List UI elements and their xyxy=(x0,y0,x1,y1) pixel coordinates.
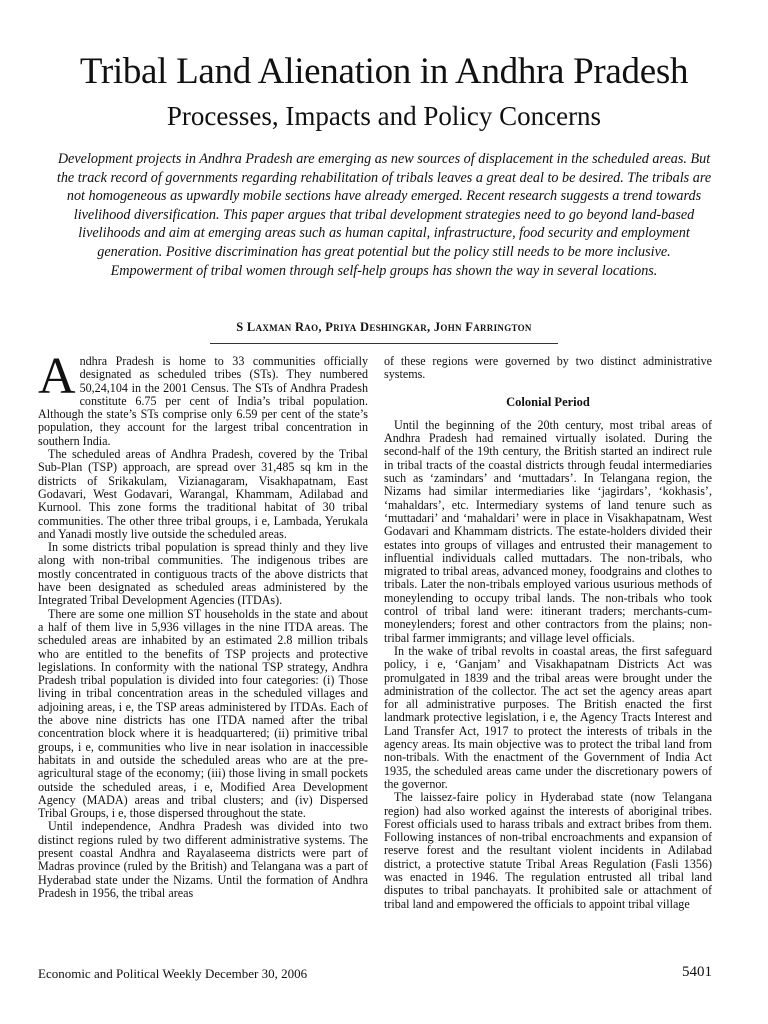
body-paragraph: There are some one million ST households in the state and about a half of them live in 5,936 villages in the nine ITDA areas. The scheduled areas are inhabited by an estimated 2.8 million tribals who are entitled to the benefits of TSP projects and protective legislations. In conformity with the national TSP strategy, Andhra Pradesh tribal population is divided into four categories: (i) Those living in tribal concentration areas in the scheduled villages and adjoining areas, i e, the TSP areas administered by ITDAs. Each of the above nine districts has one ITDA named after the tribal concentration block where it is headquartered; (ii) primitive tribal groups, i e, communities who live in near isolation in inaccessible habitats in and outside the scheduled areas who are at the pre-agricultural stage of the economy; (iii) those living in small pockets outside the scheduled areas, i e, Modified Area Development Agency (MADA) areas and tribal clusters; and (iv) Dispersed Tribal Groups, i e, those dispersed throughout the state. xyxy=(38,606,368,821)
body-paragraph: Until the beginning of the 20th century, most tribal areas of Andhra Pradesh had remained virtually isolated. During the second-half of the 19th century, the British started an indirect rule in tribal tracts of the coastal districts through feudal intermediaries such as ‘zamindars’ and ‘muttadars’. In Telangana region, the Nizams had similar intermediaries like ‘jagirdars’, ‘kokhasis’, ‘mahaldars’, etc. Intermediary systems of land tenure such as ‘muttadari’ and ‘mahaldari’ were in place in Visakhapatnam, West Godavari and Khammam districts. The estate-holders divided their estates into groups of villages and entrusted their management to influential individuals called muttadars. The non-tribals, who migrated to tribal areas, advanced money, foodgrains and clothes to tribals. Later the non-tribals employed various usurious methods of moneylending to occupy tribal lands. The non-tribals who took control of tribal land were: itinerant traders; merchants-cum-moneylenders; forest and other contractors from the plains; non-tribal farmer immigrants; and village level officials. xyxy=(384,417,712,645)
drop-cap: A xyxy=(38,348,76,405)
body-paragraph xyxy=(38,348,368,448)
body-paragraph: of these regions were governed by two distinct administrative systems. xyxy=(384,354,712,382)
paragraph-text: ndhra Pradesh is home to 33 communities officially designated as scheduled tribes (STs). They numbered 50,24,104 in the 2001 Census. The STs of Andhra Pradesh constitute 6.75 per cent of India’s tribal population. Although the state’s STs comprise only 6.59 per cent of the state’s population, they account for the largest tribal concentration in southern India. xyxy=(38,354,368,448)
body-paragraph: In the wake of tribal revolts in coastal areas, the first safeguard policy, i e, ‘Ganjam’ and Visakhapatnam Districts Act was promulgated in 1839 and the tribal areas were brought under the administration of the collector. The act set the agency areas apart for all administrative purposes. The British enacted the first landmark protective legislation, i e, the Agency Tracts Interest and Land Transfer Act, 1917 to protect the interests of tribals in the agency areas. Its main objective was to protect the tribal land from non-tribals. With the enactment of the Government of India Act 1935, the scheduled areas came under the discretionary powers of the governor. xyxy=(384,643,712,791)
body-paragraph: The scheduled areas of Andhra Pradesh, covered by the Tribal Sub-Plan (TSP) approach, are spread over 31,485 sq km in the districts of Srikakulam, Vizianagaram, Visakhapatnam, East Godavari, West Godavari, Warangal, Khammam, Adilabad and Kurnool. This zone forms the traditional habitat of 30 tribal communities. The other three tribal groups, i e, Lambada, Yerukala and Yanadi mostly live outside the scheduled areas. xyxy=(38,447,368,541)
article-subtitle: Processes, Impacts and Policy Concerns xyxy=(166,101,602,131)
body-paragraph: Until independence, Andhra Pradesh was divided into two distinct regions ruled by two different administrative systems. The present coastal Andhra and Rayalaseema districts were part of Madras province (ruled by the British) and Telangana was a part of Hyderabad state under the Nizams. Until the formation of Andhra Pradesh in 1956, the tribal areas xyxy=(38,819,368,900)
page-number: 5401 xyxy=(682,964,712,980)
body-paragraph: The laissez-faire policy in Hyderabad state (now Telangana region) had also worked against the interests of aboriginal tribes. Forest officials used to harass tribals and extract bribes from them. Following instances of non-tribal encroachments and expansion of reserve forest and the resultant violent incidents in Adilabad district, a protective statute Tribal Areas Regulation (Fasli 1356) was enacted in 1946. The regulation entrusted all tribal land disputes to tribal panchayats. It prohibited sale or attachment of tribal land and empowered the officials to appoint tribal village xyxy=(384,790,712,911)
right-column xyxy=(384,355,712,911)
author-list: S Laxman Rao, Priya Deshingkar, John Farrington xyxy=(236,320,532,334)
left-column xyxy=(38,348,368,900)
journal-footer: Economic and Political Weekly December 30, 2006 xyxy=(38,966,308,981)
body-paragraph: In some districts tribal population is spread thinly and they live along with non-tribal communities. The indigenous tribes are mostly concentrated in contiguous tracts of the above districts that have been designated as scheduled areas administered by the Integrated Tribal Development Agencies (ITDAs). xyxy=(38,540,368,608)
section-heading: Colonial Period xyxy=(506,394,590,409)
author-divider xyxy=(210,343,558,344)
abstract: Development projects in Andhra Pradesh are emerging as new sources of displacement in the scheduled areas. But the track record of governments regarding rehabilitation of tribals leaves a great deal to be desired. The tribals are not homogeneous as upwardly mobile sections have already emerged. Recent research suggests a trend towards livelihood diversification. This paper argues that tribal development strategies need to go beyond land-based livelihoods and aim at emerging areas such as human capital, infrastructure, food security and employment generation. Positive discrimination has great potential but the policy still needs to be more inclusive. Empowerment of tribal women through self-help groups has shown the way in several locations. xyxy=(56,151,712,279)
article-title: Tribal Land Alienation in Andhra Pradesh xyxy=(79,51,689,92)
